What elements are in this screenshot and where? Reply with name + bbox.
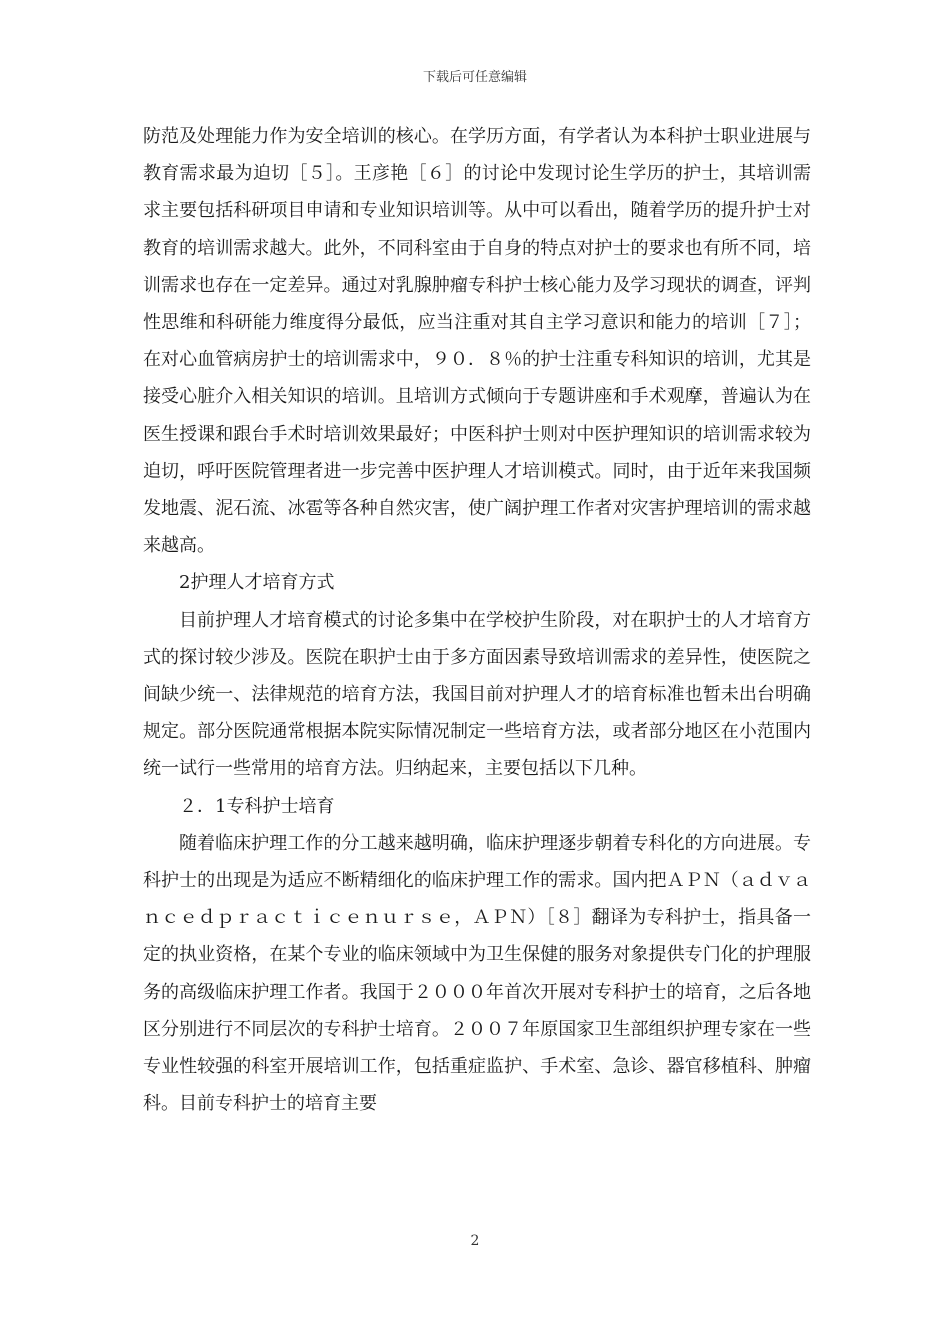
section-heading-2: 2护理人才培育方式	[179, 572, 335, 594]
subsection-heading-2-1: ２．1专科护士培育	[179, 795, 335, 817]
page-number: 2	[470, 1233, 480, 1249]
page-header: 下载后可任意编辑	[422, 70, 527, 85]
paragraph-continued: 防范及处理能力作为安全培训的核心。在学历方面，有学者认为本科护士职业进展与教育需求最为迫切［５］。王彦艳［６］的讨论中发现讨论生学历的护士，其培训需求主要包括科研项目申请和专业知识培训等。从中可以看出，随着学历的提升护士对教育的培训需求越大。此外，不同科室由于自身的特点对护士的要求也有所不同，培训需求也存在一定差异。通过对乳腺肿瘤专科护士核心能力及学习现状的调查，评判性思维和科研能力维度得分最低，应当注重对其自主学习意识和能力的培训［７］；在对心血管病房护士的培训需求中，９０．８％的护士注重专科知识的培训，尤其是接受心脏介入相关知识的培训。且培训方式倾向于专题讲座和手术观摩，普遍认为在医生授课和跟台手术时培训效果最好；中医科护士则对中医护理知识的培训需求较为迫切，呼吁医院管理者进一步完善中医护理人才培训模式。同时，由于近年来我国频发地震、泥石流、冰雹等各种自然灾害，使广阔护理工作者对灾害护理培训的需求越来越高。	[143, 126, 811, 557]
document-body	[143, 118, 811, 1122]
paragraph-training-methods: 目前护理人才培育模式的讨论多集中在学校护生阶段，对在职护士的人才培育方式的探讨较少涉及。医院在职护士由于多方面因素导致培训需求的差异性，使医院之间缺少统一、法律规范的培育方法，我国目前对护理人才的培育标准也暂未出台明确规定。部分医院通常根据本院实际情况制定一些培育方法，或者部分地区在小范围内统一试行一些常用的培育方法。归纳起来，主要包括以下几种。	[143, 609, 811, 780]
paragraph-specialist-nurse: 随着临床护理工作的分工越来越明确，临床护理逐步朝着专科化的方向进展。专科护士的出现是为适应不断精细化的临床护理工作的需求。国内把ＡＰＮ（ａｄｖａｎｃｅｄｐｒａｃｔｉｃｅｎｕｒｓｅ，ＡＰＮ）［８］翻译为专科护士，指具备一定的执业资格，在某个专业的临床领域中为卫生保健的服务对象提供专门化的护理服务的高级临床护理工作者。我国于２０００年首次开展对专科护士的培育，之后各地区分别进行不同层次的专科护士培育。２００７年原国家卫生部组织护理专家在一些专业性较强的科室开展培训工作，包括重症监护、手术室、急诊、器官移植科、肿瘤科。目前专科护士的培育主要	[143, 832, 811, 1115]
